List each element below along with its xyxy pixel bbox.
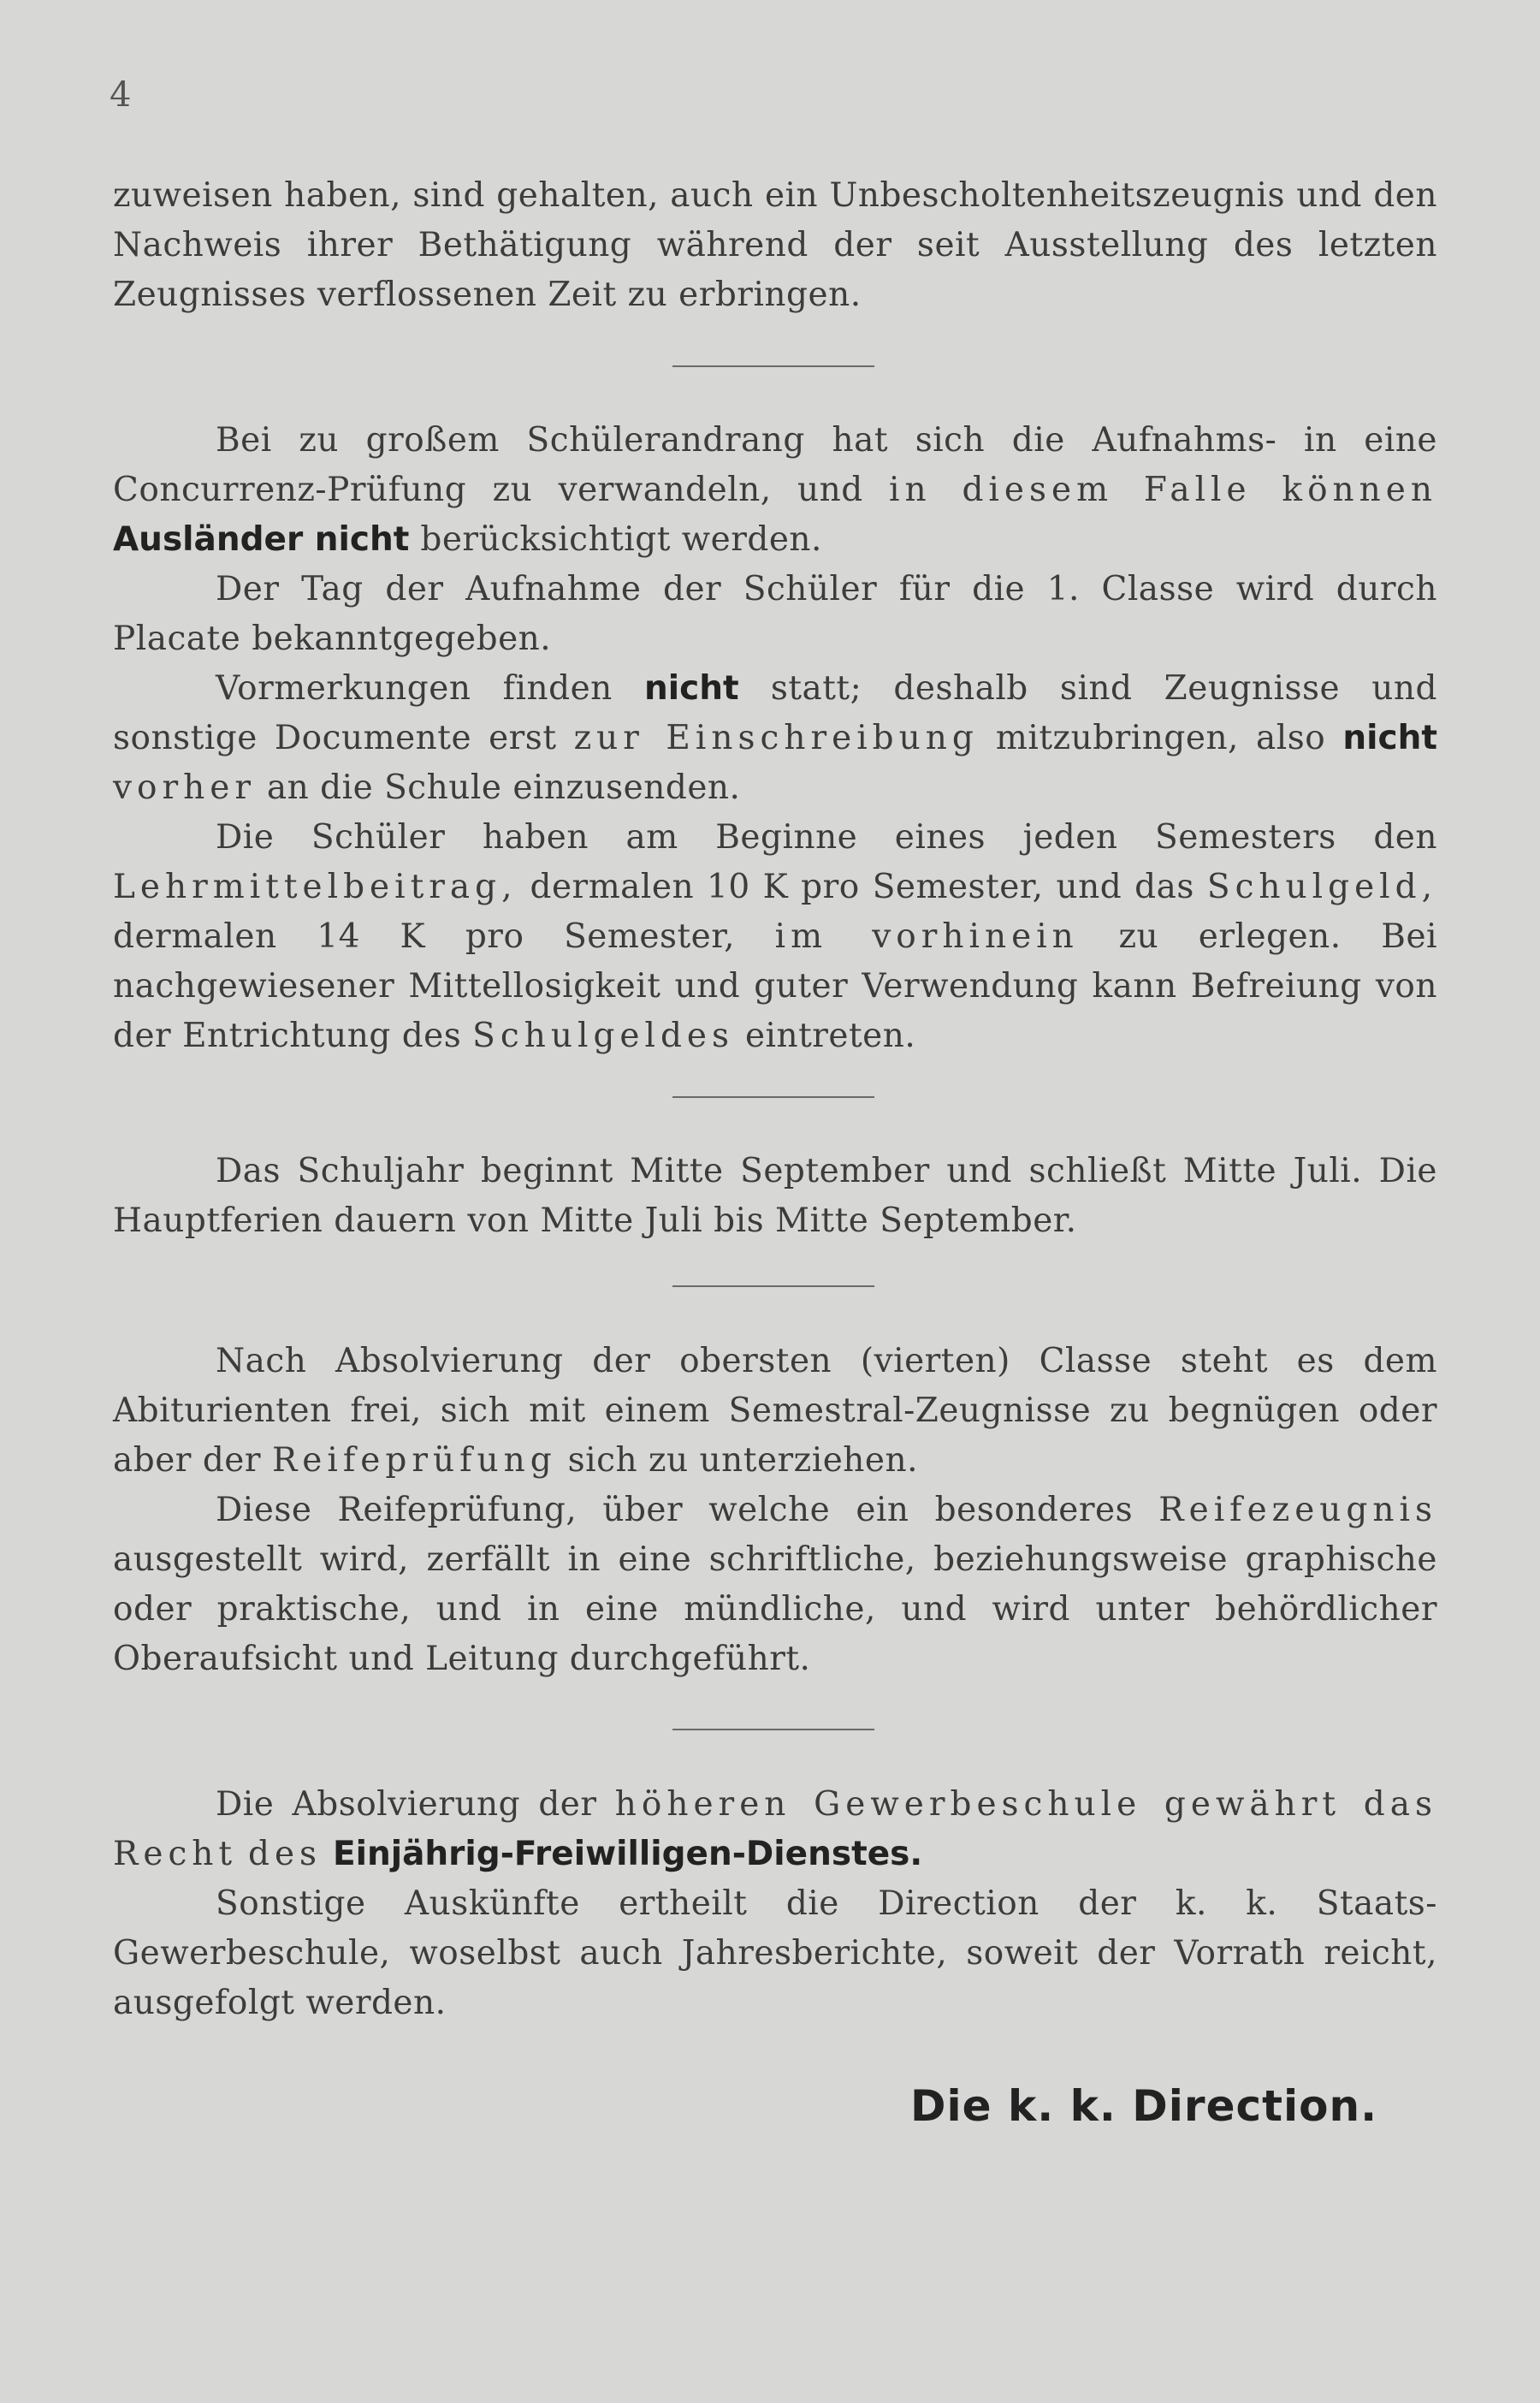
paragraph-fees: Die Schüler haben am Beginne eines jeden Semesters den Lehrmittelbeitrag, dermalen 10 K pro Semester, und das Schulgeld, dermalen 14 K pro Semester, im vorhinein zu erlegen. Bei nachgewiesener Mittellosigkeit und guter Verwendung kann Befreiung von der Entrichtung des Schulgeldes eintreten.	[113, 818, 1438, 1055]
paragraph-admission-day: Der Tag der Aufnahme der Schüler für die 1. Classe wird durch Placate bekanntgegeben.	[113, 570, 1437, 658]
paragraph-privileges: Die Absolvierung der höheren Gewerbeschule gewährt das Recht des Einjährig-Freiwilligen-Dienstes.	[113, 1785, 1437, 1873]
paragraph-graduation: Nach Absolvierung der obersten (vierten) Classe steht es dem Abiturienten frei, sich mit einem Semestral-Zeugnisse zu begnügen oder aber der Reifeprüfung sich zu unterziehen.	[113, 1342, 1437, 1480]
section-privileges	[113, 1780, 1437, 2028]
section-school-year	[113, 1147, 1437, 1246]
paragraph-school-year: Das Schuljahr beginnt Mitte September und schließt Mitte Juli. Die Hauptferien dauern von Mitte Juli bis Mitte September.	[113, 1152, 1437, 1240]
paragraph-final-exam: Diese Reifeprüfung, über welche ein besonderes Reifezeugnis ausgestellt wird, zerfällt in eine schriftliche, beziehungsweise graphische oder praktische, und in eine mündliche, und wird unter behördlicher Oberaufsicht und Leitung durchgeführt.	[113, 1491, 1437, 1678]
section-divider	[672, 1285, 874, 1287]
section-divider	[672, 1096, 874, 1098]
section-admission	[113, 416, 1437, 1061]
section-divider	[672, 1729, 874, 1730]
section-divider	[672, 365, 874, 367]
paragraph-competition: Bei zu großem Schülerandrang hat sich die Aufnahms- in eine Concurrenz-Prüfung zu verwandeln, und in diesem Falle können Ausländer nicht berücksichtigt werden.	[113, 421, 1437, 559]
page-number: 4	[110, 75, 132, 115]
signature: Die k. k. Direction.	[910, 2081, 1378, 2131]
paragraph-information: Sonstige Auskünfte ertheilt die Direction der k. k. Staats-Gewerbeschule, woselbst auch Jahresberichte, soweit der Vorrath reicht, ausgefolgt werden.	[113, 1884, 1437, 2022]
section-final-exam	[113, 1337, 1437, 1684]
paragraph-registration: Vormerkungen finden nicht statt; deshalb sind Zeugnisse und sonstige Documente erst zur Einschreibung mitzubringen, also nicht vorher an die Schule einzusenden.	[113, 669, 1437, 807]
paragraph-certificates	[113, 171, 1437, 320]
paragraph-text: zuweisen haben, sind gehalten, auch ein Unbescholtenheitszeugnis und den Nachweis ihrer Bethätigung während der seit Ausstellung des letzten Zeugnisses verflossenen Zeit zu erbringen.	[113, 176, 1437, 314]
